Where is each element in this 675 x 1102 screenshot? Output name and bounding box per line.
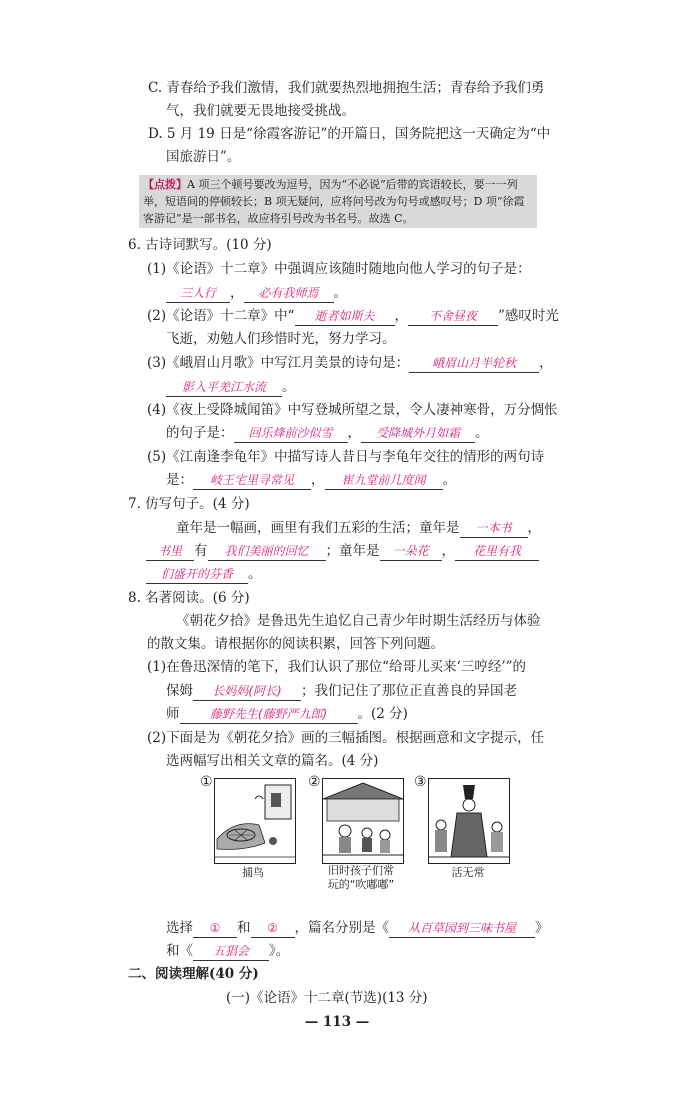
hint-tag: 【点拨】: [143, 178, 187, 191]
q8-s1-line2: 保姆 长妈妈(阿长) ；我们记住了那位正直善良的异国老: [166, 683, 517, 699]
q6-title: 6. 古诗词默写。(10 分): [128, 237, 272, 253]
answer-blank[interactable]: 崔九堂前几度闻: [325, 472, 443, 490]
answer-blank[interactable]: 五猖会: [193, 943, 269, 961]
hint-box: [139, 175, 537, 228]
q7-line1: 童年是一幅画，画里有我们五彩的生活；童年是 一本书 ，: [176, 520, 541, 536]
section-subtitle: (一)《论语》十二章(节选)(13 分): [226, 990, 428, 1006]
option-d-line1: D. 5 月 19 日是“徐霞客游记”的开篇日，国务院把这一天确定为“中: [148, 126, 551, 142]
q6-s2: (2)《论语》十二章》中“ 逝者如斯夫 ， 不舍昼夜 ”感叹时光: [147, 308, 559, 324]
answer-blank[interactable]: 岐王宅里寻常见: [193, 472, 311, 490]
q8-s2-line1: (2)下面是为《朝花夕拾》画的三幅插图。根据画意和文字提示，任: [147, 730, 545, 746]
answer-blank[interactable]: 藤野先生(藤野严九郎): [180, 706, 358, 724]
answer-blank[interactable]: 一本书: [460, 520, 528, 538]
option-c-line1: C. 青春给予我们激情，我们就要热烈地拥抱生活；青春给予我们勇: [148, 80, 545, 96]
q8-intro2: 的散文集。请根据你的阅读积累，回答下列问题。: [147, 636, 444, 652]
page-number: — 113 —: [304, 1014, 370, 1030]
hint-line1: 【点拨】A 项三个顿号要改为逗号，因为“不必说”后带的宾语较长，要一一列: [143, 178, 518, 191]
q6-s4-answers: 的句子是： 回乐烽前沙似雪 ， 受降城外月如霜 。: [166, 425, 489, 441]
q8-s1-line3: 师 藤野先生(藤野严九郎) 。(2 分): [166, 706, 408, 722]
option-c-line2: 气，我们就要无畏地接受挑战。: [166, 103, 355, 119]
q7-line3: 们盛开的芬香 。: [146, 564, 262, 584]
answer-blank[interactable]: 一朵花: [380, 543, 442, 561]
answer-blank[interactable]: 我们美丽的回忆: [208, 543, 326, 561]
answer-blank[interactable]: 影入平羌江水流: [166, 379, 282, 397]
answer-blank[interactable]: 受降城外月如霜: [361, 425, 475, 443]
q7-title: 7. 仿写句子。(4 分): [128, 496, 250, 512]
q8-s1-line1: (1)在鲁迅深情的笔下，我们认识了那位“给哥儿买来‘三哼经’”的: [147, 659, 527, 675]
answer-blank[interactable]: 不舍昼夜: [408, 308, 498, 326]
q6-s5-answers: 是： 岐王宅里寻常见 ， 崔九堂前几度闻 。: [166, 472, 456, 488]
answer-blank[interactable]: 书里: [146, 543, 194, 561]
answer-blank[interactable]: 逝者如斯夫: [295, 308, 395, 326]
answer-blank[interactable]: 三人行: [166, 285, 230, 303]
caption-1: 捕鸟: [242, 866, 264, 879]
q6-s3-line2: 影入平羌江水流 。: [166, 377, 296, 397]
q8-s2-line2: 选两幅写出相关文章的篇名。(4 分): [166, 753, 379, 769]
illustration-wuchang: [428, 778, 510, 864]
answer-blank[interactable]: 峨眉山月半轮秋: [409, 355, 539, 373]
q6-s1-text: (1)《论语》十二章》中强调应该随时随地向他人学习的句子是：: [147, 261, 531, 277]
q6-s4-text: (4)《夜上受降城闻笛》中写登城所望之景，令人凄神寒骨，万分惆怅: [147, 402, 558, 418]
q8-intro1: 《朝花夕拾》是鲁迅先生追忆自己青少年时期生活经历与体验: [176, 613, 541, 629]
caption-3: 活无常: [451, 866, 485, 879]
answer-blank[interactable]: 花里有我: [455, 543, 539, 561]
q8-choose-line: 选择 ① 和 ② ，篇名分别是《 从百草园到三味书屋 》: [166, 920, 549, 936]
caption-2b: 玩的“吹嘟嘟”: [327, 878, 395, 891]
q6-s3: (3)《峨眉山月歌》中写江月美景的诗句是： 峨眉山月半轮秋 ，: [147, 355, 553, 371]
answer-blank[interactable]: 回乐烽前沙似雪: [234, 425, 348, 443]
illustrations: [200, 774, 500, 891]
option-d-line2: 国旅游日”。: [166, 149, 241, 165]
illustration-blowing-toy: [322, 778, 404, 864]
q6-s2-line2: 飞逝，劝勉人们珍惜时光，努力学习。: [166, 331, 396, 347]
pic-number: ②: [308, 774, 321, 790]
caption-2a: 旧时孩子们常: [328, 864, 394, 877]
q6-s1-answers: 三人行 ， 必有我师焉 。: [166, 283, 347, 303]
illustration-catching-birds: [214, 778, 296, 864]
hint-line2: 举，短语间的停顿较长；B 项无疑问，应将问号改为句号或感叹号；D 项“徐霞: [143, 195, 525, 208]
answer-blank[interactable]: 从百草园到三味书屋: [389, 920, 535, 938]
q8-choose-line2: 和《 五猖会 》。: [166, 943, 290, 959]
hint-line3: 客游记”是一部书名，故应将引号改为书名号。故选 C。: [143, 212, 414, 225]
answer-blank[interactable]: 必有我师焉: [244, 285, 334, 303]
answer-blank[interactable]: ①: [193, 920, 237, 938]
answer-blank[interactable]: 长妈妈(阿长): [193, 683, 301, 701]
q7-line2: 书里 有 我们美丽的回忆 ；童年是 一朵花 ， 花里有我: [146, 541, 539, 561]
answer-blank[interactable]: 们盛开的芬香: [146, 566, 248, 584]
section-heading: 二、阅读理解(40 分): [128, 966, 259, 982]
pic-number: ①: [200, 774, 213, 790]
q8-title: 8. 名著阅读。(6 分): [128, 590, 250, 606]
q6-s5-text: (5)《江南逢李龟年》中描写诗人昔日与李龟年交往的情形的两句诗: [147, 449, 545, 465]
pic-number: ③: [414, 774, 427, 790]
answer-blank[interactable]: ②: [251, 920, 295, 938]
